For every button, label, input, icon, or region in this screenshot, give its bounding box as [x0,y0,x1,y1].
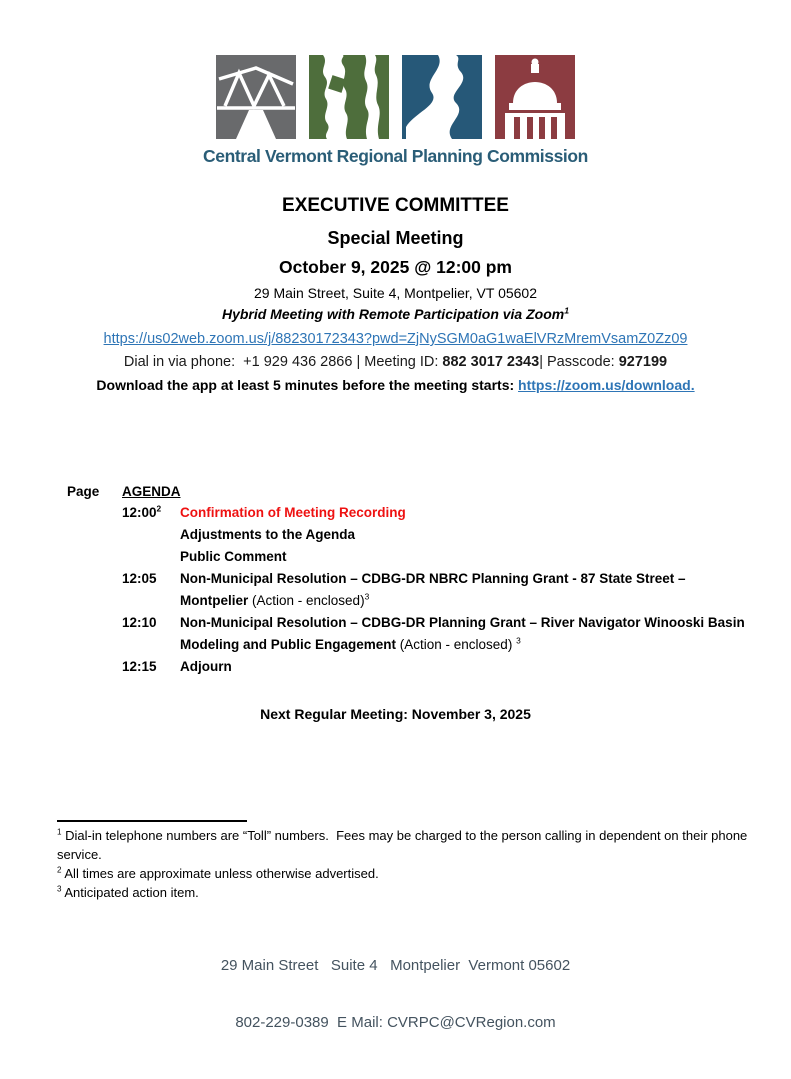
agenda-header-row [67,482,791,502]
footnote-1: $^1$ Dial-in telephone numbers are “Toll” numbers. Fees may be charged to the person calling in dependent on their phone service. [57,827,751,862]
download-note: Download the app at least 5 minutes before the meeting starts: https://zoom.us/download. [96,377,695,393]
agenda-row [67,656,791,678]
agenda-item-text: Adjourn [180,659,232,674]
agenda-row [67,524,791,546]
agenda-time: $12:00^2$ [122,503,162,520]
document-page [0,55,791,1079]
agenda-item-text: Non-Municipal Resolution – CDBG-DR NBRC Planning Grant - 87 State Street – Montpelier (Action - enclosed)$^3$ [180,571,686,608]
meeting-datetime: October 9, 2025 @ 12:00 pm [278,257,512,277]
agenda-row [67,546,791,568]
logo-panels [0,55,791,139]
zoom-link-line [0,330,791,348]
footnote-3: $^3$ Anticipated action item. [57,884,199,900]
agenda-row [67,568,791,612]
agenda-item-text: Confirmation of Meeting Recording [180,505,406,520]
meeting-id: 882 3017 2343 [442,354,540,370]
zoom-meeting-link[interactable]: https://us02web.zoom.us/j/88230172343?pwd=ZjNySGM0aG1waElVRzMremVsamZ0Zz09 [103,331,688,347]
dial-in-line: Dial in via phone: +1 929 436 2866 | Meeting ID: 882 3017 2343| Passcode: 927199 [123,354,668,370]
dial-in-text: Dial in via phone: +1 929 436 2866 | Meeting ID: [123,354,443,370]
agenda-item-text: Adjustments to the Agenda [180,527,356,542]
footer-contact-line: 802-229-0389 E Mail: CVRPC@CVRegion.com [235,1014,556,1031]
footnote-ref-1: 1 [564,305,570,316]
passcode: 927199 [618,354,668,370]
agenda-page-label: Page [67,484,100,499]
agenda-time: 12:15 [122,659,157,674]
river-icon [402,55,482,139]
logo-wordmark: Central Vermont Regional Planning Commission [203,146,588,166]
agenda-time [122,546,180,568]
capitol-dome-icon [495,55,575,139]
agenda-item-text: Non-Municipal Resolution – CDBG-DR Planning Grant – River Navigator Winooski Basin Modeling and Public Engagement (Action - enclosed) $^3$ [180,615,745,652]
zoom-download-link[interactable]: https://zoom.us/download. [518,377,695,393]
hybrid-note: Hybrid Meeting with Remote Participation via Zoom$^1$ [221,305,570,322]
footnote-ref-3: 3 [516,635,521,646]
agenda-heading: AGENDA [122,484,181,499]
footnote-ref-2: 2 [156,503,162,514]
next-meeting-note: Next Regular Meeting: November 3, 2025 [260,706,531,722]
bridge-icon [216,55,296,139]
footnote-divider [57,820,247,822]
agenda-time: 12:05 [122,571,157,586]
meeting-subtitle: Special Meeting [327,228,464,248]
agenda-row [67,612,791,656]
vermont-state-icon [309,55,389,139]
meeting-address: 29 Main Street, Suite 4, Montpelier, VT 05602 [253,285,538,301]
agenda-row [67,502,791,524]
agenda-item-text: Public Comment [180,549,287,564]
footnotes-section [57,820,757,902]
footnote-2: $^2$ All times are approximate unless otherwise advertised. [57,865,379,881]
meeting-header [0,195,791,394]
cvrpc-logo [0,55,791,167]
agenda-section [0,482,791,678]
agenda-time: 12:10 [122,615,157,630]
committee-title: EXECUTIVE COMMITTEE [282,195,509,216]
footnote-ref-3: 3 [364,591,370,602]
document-footer [0,918,791,1070]
footer-address-line: 29 Main Street Suite 4 Montpelier Vermont 05602 [220,957,571,974]
agenda-time [122,524,180,546]
